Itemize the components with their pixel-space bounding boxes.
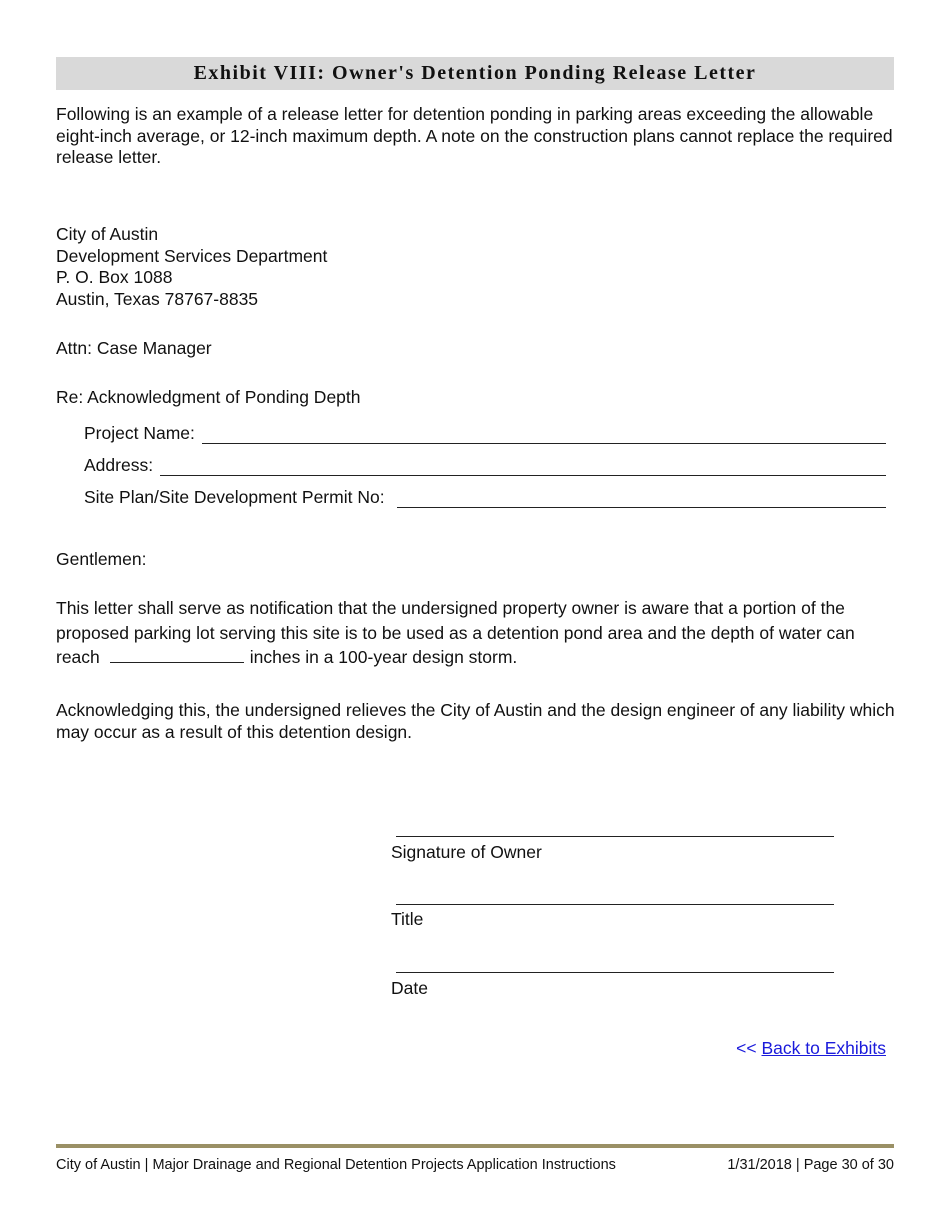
date-label: Date xyxy=(391,978,428,998)
address-line-3: P. O. Box 1088 xyxy=(56,267,173,287)
attn-line: Attn: Case Manager xyxy=(56,338,212,358)
title-label: Title xyxy=(391,909,424,929)
address-field[interactable] xyxy=(84,452,886,476)
footer-rule xyxy=(56,1144,894,1148)
project-name-field[interactable] xyxy=(84,420,886,444)
back-link-text[interactable]: Back to Exhibits xyxy=(761,1038,886,1058)
title-line[interactable] xyxy=(396,888,834,905)
date-line[interactable] xyxy=(396,956,834,973)
address-line-4: Austin, Texas 78767-8835 xyxy=(56,288,259,309)
back-to-exhibits-link[interactable] xyxy=(736,1038,886,1059)
depth-inches-blank[interactable] xyxy=(110,648,244,663)
recipient-address xyxy=(56,224,327,310)
owner-signature-line[interactable] xyxy=(396,820,834,837)
project-name-blank[interactable] xyxy=(202,425,886,444)
body-1-text-start: This letter shall serve as notification that the undersigned property owner is aware that a portion of the proposed parking lot serving this site is to be used as a detention pond area and the depth of water can reach xyxy=(56,598,855,667)
re-line: Re: Acknowledgment of Ponding Depth xyxy=(56,387,361,407)
body-paragraph-1 xyxy=(56,596,896,670)
address-label: Address: xyxy=(84,455,154,475)
body-paragraph-2: Acknowledging this, the undersigned relieves the City of Austin and the design engineer of any liability which may occur as a result of this detention design. xyxy=(56,700,895,742)
back-link-chevrons: << xyxy=(736,1038,757,1058)
intro-paragraph: Following is an example of a release letter for detention ponding in parking areas exceeding the allowable eight-inch average, or 12-inch maximum depth. A note on the construction plans cannot replace the required release letter. xyxy=(56,104,893,167)
footer-left: City of Austin | Major Drainage and Regional Detention Projects Application Instructions xyxy=(56,1157,616,1173)
address-line-1: City of Austin xyxy=(56,224,159,244)
page-title: Exhibit VIII: Owner's Detention Ponding Release Letter xyxy=(56,57,894,90)
permit-label: Site Plan/Site Development Permit No: xyxy=(84,487,385,507)
footer-right: 1/31/2018 | Page 30 of 30 xyxy=(727,1157,894,1173)
owner-signature-label: Signature of Owner xyxy=(391,842,542,862)
body-1-text-end: inches in a 100-year design storm. xyxy=(249,647,518,667)
permit-blank[interactable] xyxy=(397,489,886,508)
project-name-label: Project Name: xyxy=(84,423,195,443)
salutation: Gentlemen: xyxy=(56,549,147,569)
address-line-2: Development Services Department xyxy=(56,245,328,266)
address-blank[interactable] xyxy=(160,457,886,476)
permit-field[interactable] xyxy=(84,484,886,508)
